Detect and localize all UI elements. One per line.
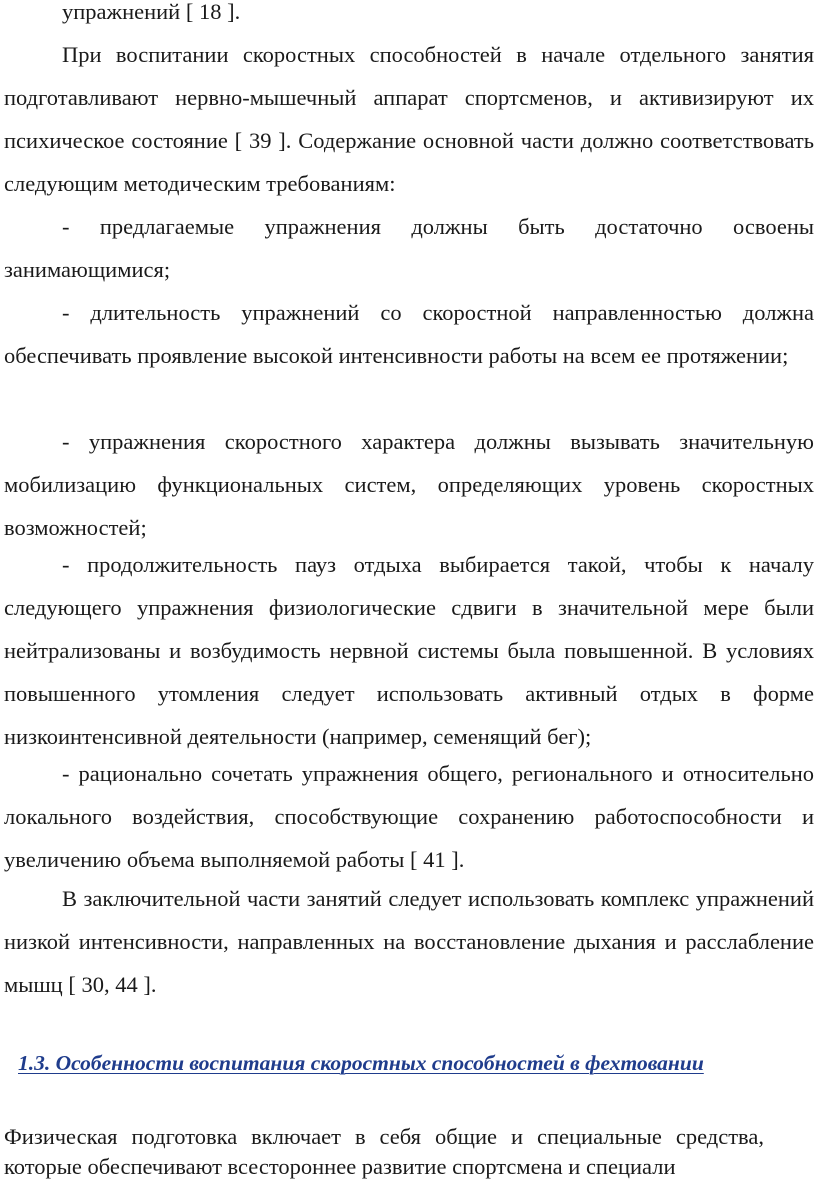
list-item-3: - упражнения скоростного характера должны вызывать значительную мобилизацию функциональных систем, определяющих уровень скоростных возможностей; xyxy=(4,429,814,540)
list-item-1: - предлагаемые упражнения должны быть достаточно освоены занимающимися; xyxy=(4,214,814,282)
list-item-4: - продолжительность пауз отдыха выбирается такой, чтобы к началу следующего упражнения физиологические сдвиги в значительной мере были нейтрализованы и возбудимость нервной системы была повышенной. В условиях повышенного утомления следует использовать активный отдых в форме низкоинтенсивной деятельности (например, семенящий бег); xyxy=(4,552,814,749)
paragraph-physical-training: Физическая подготовка включает в себя общие и специальные средства, которые обеспечивают всестороннее развитие спортсмена и специали xyxy=(4,1124,764,1179)
section-heading: 1.3. Особенности воспитания скоростных способностей в фехтовании xyxy=(18,1051,704,1075)
paragraph-conclusion: В заключительной части занятий следует использовать комплекс упражнений низкой интенсивности, направленных на восстановление дыхания и расслабление мышц [ 30, 44 ]. xyxy=(4,886,814,997)
list-item-5: - рационально сочетать упражнения общего, регионального и относительно локального воздействия, способствующие сохранению работоспособности и увеличению объема выполняемой работы [ 41 ]. xyxy=(4,761,814,872)
list-item-2: - длительность упражнений со скоростной направленностью должна обеспечивать проявление высокой интенсивности работы на всем ее протяжении; xyxy=(4,300,814,368)
paragraph-fragment: упражнений [ 18 ]. xyxy=(62,0,241,24)
paragraph-intro: При воспитании скоростных способностей в начале отдельного занятия подготавливают нервно-мышечный аппарат спортсменов, и активизируют их психическое состояние [ 39 ]. Содержание основной части должно соответствовать следующим методическим требованиям: xyxy=(4,42,814,196)
